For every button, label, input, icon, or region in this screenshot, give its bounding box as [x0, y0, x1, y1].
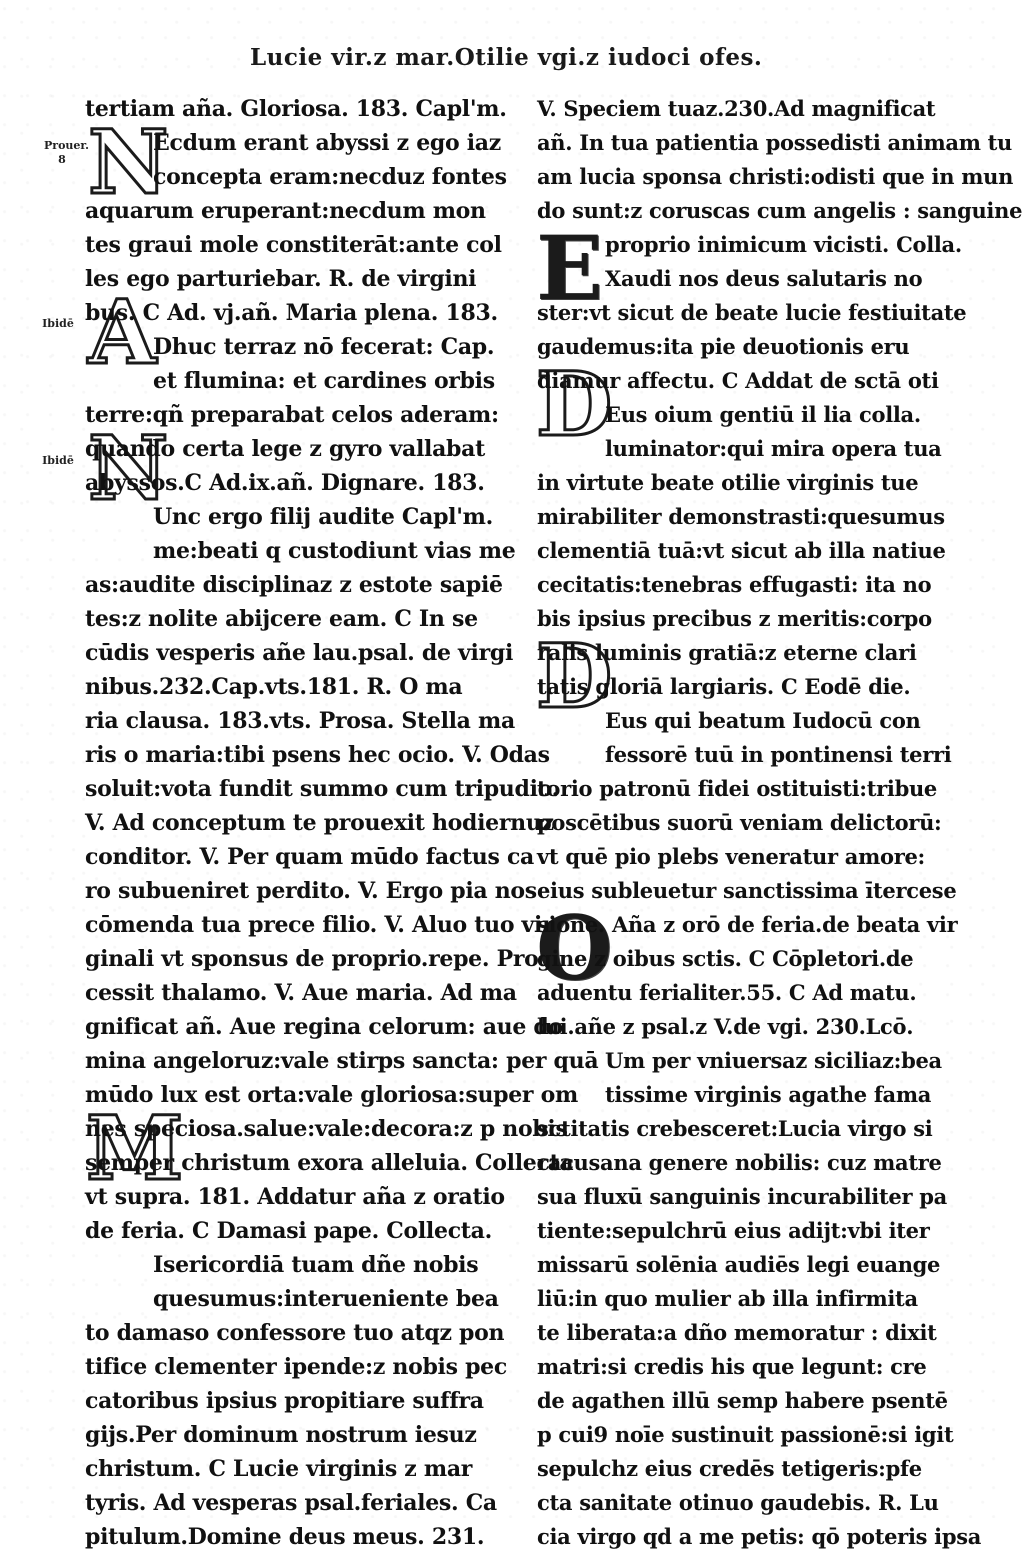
initial-letter-d: D: [536, 624, 613, 728]
text-line: tiente:sepulchrū eius adijt:vbi iter: [537, 1218, 930, 1243]
text-line: tes:z nolite abijcere eam. C In se: [85, 606, 478, 632]
text-line: Ecdum erant abyssi z ego iaz: [153, 130, 501, 156]
text-line: torio patronū fidei ostituisti:tribue: [537, 776, 937, 801]
text-line: de feria. C Damasi pape. Collecta.: [85, 1218, 492, 1244]
text-line: tifice clementer ipende:z nobis pec: [85, 1354, 507, 1380]
text-line: matri:si credis his que legunt: cre: [537, 1354, 927, 1379]
text-line: Xaudi nos deus salutaris no: [605, 266, 923, 291]
text-line: luminator:qui mira opera tua: [605, 436, 942, 461]
text-line: racusana genere nobilis: cuz matre: [537, 1150, 942, 1175]
text-line: mina angeloruz:vale stirps sancta: per quā: [85, 1048, 599, 1074]
text-line: Eus qui beatum Iudocū con: [605, 708, 921, 733]
text-line: soluit:vota fundit summo cum tripudio.: [85, 776, 559, 802]
text-line: liū:in quo mulier ab illa infirmita: [537, 1286, 918, 1311]
margin-note-ibidem-1: Ibidē: [42, 317, 74, 330]
text-line: vt quē pio plebs veneratur amore:: [537, 844, 925, 869]
text-line: conditor. V. Per quam mūdo factus ca: [85, 844, 534, 870]
text-line: bis ipsius precibus z meritis:corpo: [537, 606, 932, 631]
text-line: mūdo lux est orta:vale gloriosa:super om: [85, 1082, 578, 1108]
initial-letter-a: A: [88, 280, 157, 384]
margin-note-ibidem-2: Ibidē: [42, 454, 74, 467]
left-column: [85, 92, 599, 1554]
text-line: sctitatis crebesceret:Lucia virgo si: [537, 1116, 933, 1141]
text-line: te liberata:a dño memoratur : dixit: [537, 1320, 937, 1345]
text-line: to damaso confessore tuo atqz pon: [85, 1320, 505, 1346]
text-line: sua fluxū sanguinis incurabiliter pa: [537, 1184, 947, 1209]
initial-letter-m: M: [86, 1096, 184, 1200]
text-line: vt supra. 181. Addatur aña z oratio: [85, 1184, 505, 1210]
text-line: diamur affectu. C Addat de sctā oti: [537, 368, 939, 393]
text-line: les ego parturiebar. R. de virgini: [85, 266, 477, 292]
text-line: ria clausa. 183.vts. Prosa. Stella ma: [85, 708, 515, 734]
text-line: gnificat añ. Aue regina celorum: aue do: [85, 1014, 563, 1040]
initial-letter-n: N: [88, 416, 169, 520]
text-line: semper christum exora alleluia. Collecta: [85, 1150, 574, 1176]
text-line: añ. In tua patientia possedisti animam tu: [537, 130, 1013, 155]
text-line: bus. C Ad. vj.añ. Maria plena. 183.: [85, 300, 498, 326]
margin-note-prouer: Prouer.: [44, 139, 90, 152]
text-line: gine z oibus sctis. C Cōpletori.de: [537, 946, 914, 971]
text-line: Um per vniuersaz siciliaz:bea: [605, 1048, 942, 1073]
text-line: V. Ad conceptum te prouexit hodiernuz: [85, 810, 554, 836]
text-line: christum. C Lucie virginis z mar: [85, 1456, 473, 1482]
text-line: cia virgo qd a me petis: qō poteris ipsa: [537, 1524, 982, 1549]
text-line: Unc ergo filij audite Capl'm.: [153, 504, 493, 530]
text-line: ris o maria:tibi psens hec ocio. V. Odas: [85, 742, 550, 768]
text-line: ginali vt sponsus de proprio.repe. Pro: [85, 946, 539, 972]
text-line: in virtute beate otilie virginis tue: [537, 470, 919, 495]
text-line: catoribus ipsius propitiare suffra: [85, 1388, 484, 1414]
running-title: Lucie vir.z mar.Otilie vgi.z iudoci ofes.: [250, 44, 763, 71]
initial-letter-n: N: [88, 110, 169, 214]
text-line: cecitatis:tenebras effugasti: ita no: [537, 572, 932, 597]
text-line: proprio inimicum vicisti. Colla.: [605, 232, 962, 257]
text-line: gijs.Per dominum nostrum iesuz: [85, 1422, 477, 1448]
text-line: cessit thalamo. V. Aue maria. Ad ma: [85, 980, 517, 1006]
text-line: abyssos.C Ad.ix.añ. Dignare. 183.: [85, 470, 485, 496]
text-line: aquarum eruperant:necdum mon: [85, 198, 486, 224]
text-line: gaudemus:ita pie deuotionis eru: [537, 334, 910, 359]
text-line: nes speciosa.salue:vale:decora:z p nobis: [85, 1116, 568, 1142]
text-line: p cui9 noīe sustinuit passionē:si igit: [537, 1422, 954, 1447]
text-line: clementiā tuā:vt sicut ab illa natiue: [537, 538, 946, 563]
text-line: Dhuc terraz nō fecerat: Cap.: [153, 334, 495, 360]
margin-note-chapter: 8: [58, 153, 66, 166]
text-line: tyris. Ad vesperas psal.feriales. Ca: [85, 1490, 497, 1516]
text-line: poscētibus suorū veniam delictorū:: [537, 810, 942, 835]
text-line: quesumus:interueniente bea: [153, 1286, 499, 1312]
text-line: ster:vt sicut de beate lucie festiuitate: [537, 300, 967, 325]
text-line: ro subueniret perdito. V. Ergo pia nos: [85, 878, 537, 904]
text-line: V. Speciem tuaz.230.Ad magnificat: [537, 96, 936, 121]
text-line: tatis gloriā largiaris. C Eodē die.: [537, 674, 911, 699]
initial-letter-d: D: [536, 352, 613, 456]
text-line: Eus oium gentiū il lia colla.: [605, 402, 921, 427]
text-line: me:beati q custodiunt vias me: [153, 538, 516, 564]
initial-letter-e: E: [536, 216, 604, 320]
text-line: sione. Aña z orō de feria.de beata vir: [537, 912, 958, 937]
text-line: fessorē tuū in pontinensi terri: [605, 742, 952, 767]
text-line: aduentu ferialiter.55. C Ad matu.: [537, 980, 917, 1005]
text-line: pitulum.Domine deus meus. 231.: [85, 1524, 485, 1550]
text-line: tertiam aña. Gloriosa. 183. Capl'm.: [85, 96, 507, 122]
initial-letter-o: O: [536, 896, 613, 1000]
text-line: cta sanitate otinuo gaudebis. R. Lu: [537, 1490, 939, 1515]
text-line: tissime virginis agathe fama: [605, 1082, 932, 1107]
text-line: nibus.232.Cap.vts.181. R. O ma: [85, 674, 463, 700]
text-line: concepta eram:necduz fontes: [153, 164, 507, 190]
text-line: de agathen illū semp habere psentē: [537, 1388, 948, 1413]
text-line: am lucia sponsa christi:odisti que in mun: [537, 164, 1014, 189]
text-line: terre:qñ preparabat celos aderam:: [85, 402, 499, 428]
text-line: do sunt:z coruscas cum angelis : sanguine: [537, 198, 1022, 223]
text-line: as:audite disciplinaz z estote sapiē: [85, 572, 503, 598]
text-line: eius subleuetur sanctissima ītercese: [537, 878, 957, 903]
text-line: et flumina: et cardines orbis: [153, 368, 495, 394]
text-line: Isericordiā tuam dñe nobis: [153, 1252, 479, 1278]
text-line: lui.añe z psal.z V.de vgi. 230.Lcō.: [537, 1014, 914, 1039]
text-line: sepulchz eius credēs tetigeris:pfe: [537, 1456, 922, 1481]
text-line: ralis luminis gratiā:z eterne clari: [537, 640, 917, 665]
text-line: mirabiliter demonstrasti:quesumus: [537, 504, 945, 529]
text-line: cūdis vesperis añe lau.psal. de virgi: [85, 640, 513, 666]
text-line: missarū solēnia audiēs legi euange: [537, 1252, 941, 1277]
text-line: cōmenda tua prece filio. V. Aluo tuo vir: [85, 912, 554, 938]
text-line: quando certa lege z gyro vallabat: [85, 436, 485, 462]
text-line: tes graui mole constiterāt:ante col: [85, 232, 502, 258]
right-column: [537, 92, 1022, 1554]
